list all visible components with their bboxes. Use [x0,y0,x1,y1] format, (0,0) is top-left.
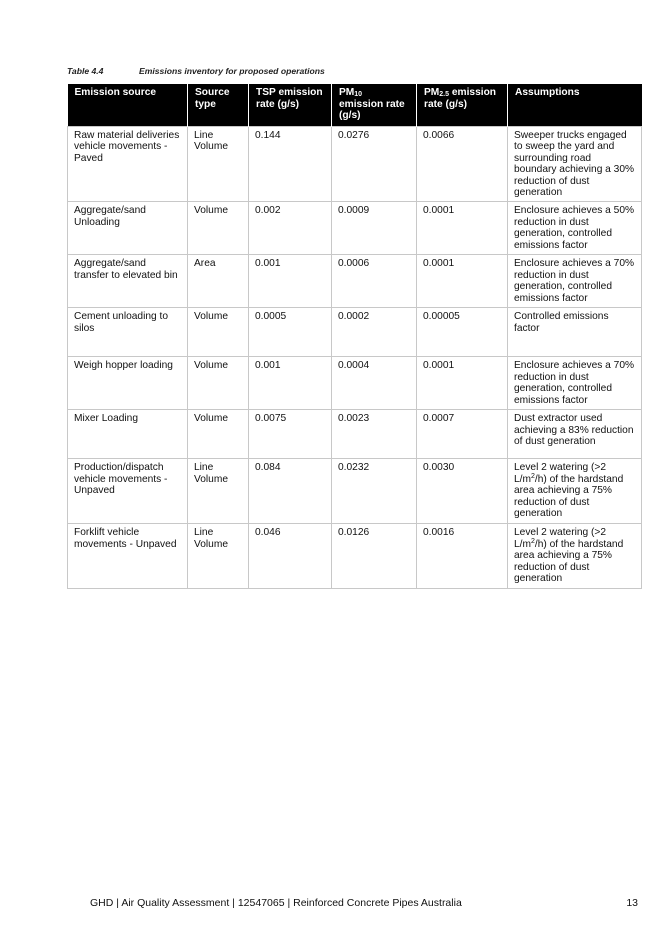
table-number: Table 4.4 [67,66,104,76]
cell-assumptions: Enclosure achieves a 70% reduction in dust generation, controlled emissions factor [508,255,642,308]
cell-pm10: 0.0232 [332,459,417,524]
cell-pm10: 0.0009 [332,202,417,255]
cell-pm25: 0.0001 [417,202,508,255]
cell-source-type: Volume [188,308,249,357]
table-header-row [68,84,642,126]
cell-assumptions: Level 2 watering (>2 $L/m^2/h$) of the hardstand area achieving a 75% reduction of dust generation [508,459,642,524]
header-pm25-rate: $PM_{2.5}$ emission rate (g/s) [417,84,508,126]
cell-pm25: 0.0001 [417,255,508,308]
cell-source-type: Volume [188,202,249,255]
cell-assumptions: Enclosure achieves a 50% reduction in dust generation, controlled emissions factor [508,202,642,255]
cell-assumptions: Level 2 watering (>2 $L/m^2/h$) of the hardstand area achieving a 75% reduction of dust generation [508,524,642,589]
cell-pm25: 0.00005 [417,308,508,357]
cell-emission-source: Weigh hopper loading [68,357,188,410]
cell-emission-source: Raw material deliveries vehicle movements - Paved [68,126,188,202]
table-row [68,126,642,202]
cell-tsp: 0.001 [249,255,332,308]
cell-tsp: 0.002 [249,202,332,255]
cell-tsp: 0.0005 [249,308,332,357]
cell-assumptions: Dust extractor used achieving a 83% reduction of dust generation [508,410,642,459]
cell-emission-source: Aggregate/sand transfer to elevated bin [68,255,188,308]
cell-source-type: Volume [188,357,249,410]
cell-assumptions: Sweeper trucks engaged to sweep the yard and surrounding road boundary achieving a 30% reduction of dust generation [508,126,642,202]
table-row [68,410,642,459]
table-caption [67,66,325,76]
header-source-type: Source type [188,84,249,126]
cell-source-type: Line Volume [188,459,249,524]
cell-tsp: 0.144 [249,126,332,202]
table-row [68,524,642,589]
cell-emission-source: Forklift vehicle movements - Unpaved [68,524,188,589]
table-row [68,255,642,308]
cell-pm10: 0.0002 [332,308,417,357]
cell-assumptions: Enclosure achieves a 70% reduction in dust generation, controlled emissions factor [508,357,642,410]
cell-emission-source: Production/dispatch vehicle movements - Unpaved [68,459,188,524]
table-row [68,202,642,255]
cell-pm25: 0.0016 [417,524,508,589]
cell-pm10: 0.0004 [332,357,417,410]
cell-source-type: Line Volume [188,126,249,202]
table-title: Emissions inventory for proposed operations [139,66,325,76]
header-assumptions: Assumptions [508,84,642,126]
header-pm10-rate: $PM_{10}$ emission rate (g/s) [332,84,417,126]
header-emission-source: Emission source [68,84,188,126]
cell-tsp: 0.046 [249,524,332,589]
cell-tsp: 0.001 [249,357,332,410]
cell-emission-source: Mixer Loading [68,410,188,459]
cell-emission-source: Cement unloading to silos [68,308,188,357]
header-tsp-rate: TSP emission rate (g/s) [249,84,332,126]
cell-tsp: 0.084 [249,459,332,524]
cell-pm10: 0.0006 [332,255,417,308]
cell-tsp: 0.0075 [249,410,332,459]
cell-source-type: Volume [188,410,249,459]
table-row [68,357,642,410]
cell-pm10: 0.0023 [332,410,417,459]
cell-source-type: Area [188,255,249,308]
cell-pm25: 0.0007 [417,410,508,459]
cell-pm25: 0.0001 [417,357,508,410]
page-footer: GHD | Air Quality Assessment | 12547065 | Reinforced Concrete Pipes Australia [90,897,462,909]
table-row [68,308,642,357]
cell-source-type: Line Volume [188,524,249,589]
cell-emission-source: Aggregate/sand Unloading [68,202,188,255]
cell-pm10: 0.0276 [332,126,417,202]
table-row [68,459,642,524]
cell-pm25: 0.0030 [417,459,508,524]
cell-pm10: 0.0126 [332,524,417,589]
cell-pm25: 0.0066 [417,126,508,202]
cell-assumptions: Controlled emissions factor [508,308,642,357]
emissions-inventory-table [67,84,642,589]
page-number: 13 [626,897,638,909]
